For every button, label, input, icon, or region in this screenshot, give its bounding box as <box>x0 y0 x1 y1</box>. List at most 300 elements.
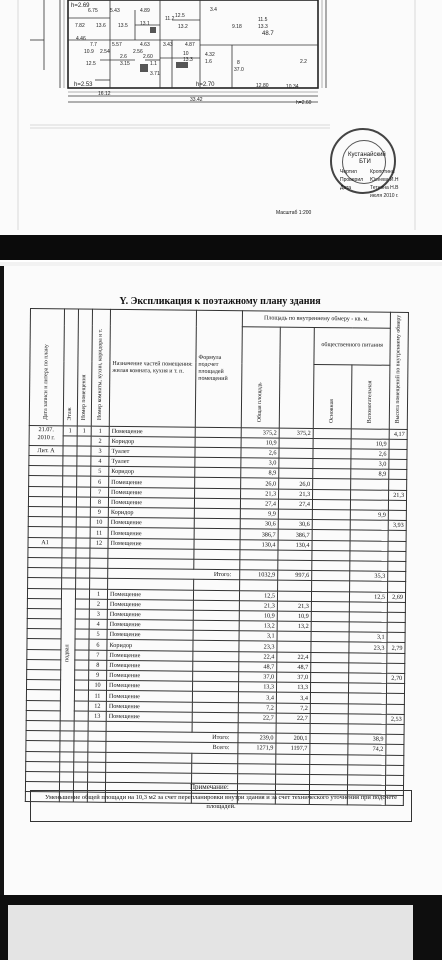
plan-label: 2.60 <box>143 54 153 60</box>
table-cell <box>26 700 60 711</box>
header-room-number: Номер помещения <box>77 309 92 426</box>
table-cell <box>238 763 276 774</box>
basement-label: подвал <box>64 644 71 662</box>
table-cell <box>75 589 89 599</box>
cell-aux-area: 10,9 <box>351 439 389 450</box>
cell-aux-area <box>348 714 386 725</box>
table-cell <box>62 527 76 537</box>
cell-formula <box>193 600 239 611</box>
cell-total-area: 13,3 <box>238 682 276 693</box>
cell-part-number: 7 <box>91 487 109 497</box>
stamp-signature-block <box>370 168 399 200</box>
cell-aux-area <box>349 612 387 623</box>
cell-public <box>312 540 350 551</box>
table-cell <box>60 762 74 772</box>
table-cell <box>276 774 310 785</box>
plan-label: 5.43 <box>110 8 120 14</box>
plan-label: 13.5 <box>118 23 128 29</box>
cell-part-number: 4 <box>89 619 107 629</box>
table-cell <box>74 711 88 721</box>
cell-total-area: 3,1 <box>239 631 277 642</box>
table-cell <box>27 680 61 691</box>
cell-main-area: 30,6 <box>278 519 312 530</box>
cell-part-number: 8 <box>89 660 107 670</box>
table-cell <box>63 487 77 497</box>
cell-part-number: 8 <box>90 497 108 507</box>
table-cell <box>62 568 76 578</box>
table-cell <box>192 763 238 774</box>
cell-main-area: 7,2 <box>276 703 310 714</box>
table-cell <box>75 670 89 680</box>
cell-formula <box>195 427 241 438</box>
header-floor: Этаж <box>63 309 78 426</box>
table-cell <box>28 527 62 538</box>
table-cell <box>194 559 240 570</box>
table-cell <box>28 496 62 507</box>
table-cell <box>238 753 276 764</box>
total-label: Итого: <box>108 568 240 580</box>
cell-part-number: 9 <box>89 670 107 680</box>
table-cell <box>26 720 60 731</box>
header-public-group: общественного питания <box>314 327 390 364</box>
table-cell <box>27 670 61 681</box>
cell-main-area: 21,3 <box>277 601 311 612</box>
cell-public <box>312 530 350 541</box>
cell-main-area: 386,7 <box>278 530 312 541</box>
cell-part-number: 13 <box>88 711 106 721</box>
table-cell <box>310 744 348 755</box>
table-cell <box>62 497 76 507</box>
cell-part-name: Помещение <box>106 691 192 702</box>
plan-label: 37.0 <box>234 67 244 73</box>
cell-height <box>388 531 406 541</box>
table-cell <box>60 751 74 761</box>
plan-label: 12.5 <box>175 13 185 19</box>
cell-part-name: Помещение <box>108 497 194 508</box>
table-cell <box>192 722 238 733</box>
cell-main-area: 37,0 <box>277 672 311 683</box>
plan-label: h=2.60 <box>296 100 312 106</box>
cell-part-number: 3 <box>91 446 109 456</box>
plan-label: 2.2 <box>300 59 307 65</box>
plan-label: 8 <box>237 60 240 66</box>
plan-label: 2.56 <box>133 49 143 55</box>
table-cell <box>348 775 386 786</box>
cell-part-number: 1 <box>91 426 109 436</box>
cell-public <box>313 489 351 500</box>
plan-label: 10.9 <box>84 49 94 55</box>
cell-main-area <box>278 509 312 520</box>
table-cell <box>386 724 404 734</box>
table-cell <box>27 649 61 660</box>
table-cell <box>348 754 386 765</box>
table-cell <box>88 741 106 751</box>
table-cell <box>75 660 89 670</box>
table-cell <box>240 549 278 560</box>
cell-main-area: 22,4 <box>277 652 311 663</box>
total-label: Итого: <box>106 731 238 743</box>
cell-total-area: 13,2 <box>239 621 277 632</box>
plan-label: 3.71 <box>150 71 160 77</box>
stamp-role: Чертил <box>340 169 357 175</box>
cell-part-name: Помещение <box>107 609 193 620</box>
cell-part-name: Помещение <box>107 670 193 681</box>
table-cell <box>27 659 61 670</box>
table-cell <box>77 466 91 476</box>
cell-aux-area: 9,9 <box>350 510 388 521</box>
table-cell <box>90 578 108 588</box>
cell-total-area: 22,7 <box>238 712 276 723</box>
plan-label: 4.89 <box>140 8 150 14</box>
plan-label: 13.3 <box>183 57 193 63</box>
table-cell <box>88 721 106 731</box>
table-cell <box>74 680 88 690</box>
table-cell <box>74 690 88 700</box>
cell-part-name: Помещение <box>107 630 193 641</box>
table-cell <box>29 466 63 477</box>
table-cell <box>348 724 386 735</box>
cell-formula <box>192 702 238 713</box>
cell-aux-area: 3,1 <box>349 632 387 643</box>
table-cell <box>29 476 63 487</box>
table-cell <box>62 537 76 547</box>
table-cell <box>310 774 348 785</box>
total-label: Всего: <box>106 742 238 754</box>
cell-height <box>389 459 407 469</box>
table-cell <box>386 775 404 785</box>
table-cell <box>60 721 74 731</box>
table-cell <box>28 557 62 568</box>
table-cell <box>350 551 388 562</box>
cell-public <box>311 622 349 633</box>
plan-label: h=2.53 <box>74 82 93 88</box>
plan-label: 11.2 <box>165 16 175 22</box>
cell-formula <box>193 641 239 652</box>
cell-part-number: 5 <box>89 629 107 639</box>
cell-public <box>311 642 349 653</box>
cell-aux-area <box>349 602 387 613</box>
total-aux: 35,3 <box>350 571 388 582</box>
cell-part-name: Помещение <box>109 426 195 437</box>
cell-formula <box>192 692 238 703</box>
cell-aux-area: 2,6 <box>351 449 389 460</box>
table-cell <box>312 581 350 592</box>
cell-public <box>311 591 349 602</box>
cell-height: 2,53 <box>386 714 404 724</box>
table-cell <box>62 517 76 527</box>
plan-label: 13.3 <box>258 24 268 30</box>
table-cell <box>76 527 90 537</box>
table-cell <box>75 609 89 619</box>
cell-aux-area <box>351 490 389 501</box>
cell-aux-area <box>348 683 386 694</box>
date-line: 2010 г. <box>37 433 55 441</box>
stamp-role: Проверил <box>340 177 364 183</box>
plan-label: 2.6 <box>120 54 127 60</box>
table-cell <box>88 762 106 772</box>
explication-table <box>25 308 409 806</box>
table-cell <box>26 771 60 782</box>
cell-part-name: Помещение <box>106 681 192 692</box>
cell-part-name: Помещение <box>106 701 192 712</box>
table-cell <box>27 608 61 619</box>
cell-part-number: 12 <box>90 538 108 548</box>
header-aux: Вспомогательная <box>351 364 390 428</box>
cell-total-area: 10,9 <box>241 437 279 448</box>
cell-formula <box>193 631 239 642</box>
cell-main-area <box>277 631 311 642</box>
table-cell <box>28 568 62 579</box>
plan-label: 4.87 <box>185 42 195 48</box>
table-cell <box>26 710 60 721</box>
cell-aux-area: 23,3 <box>349 642 387 653</box>
cell-total-area: 21,3 <box>239 600 277 611</box>
table-cell <box>74 772 88 782</box>
cell-aux-area <box>350 520 388 531</box>
cell-part-number: 6 <box>91 477 109 487</box>
total-main: 200,1 <box>276 733 310 744</box>
table-cell <box>386 755 404 765</box>
cell-public <box>312 520 350 531</box>
cell-height <box>387 633 405 643</box>
cell-part-number: 7 <box>89 650 107 660</box>
plan-label: 48.7 <box>262 31 274 37</box>
cell-date <box>29 425 63 446</box>
cell-public <box>312 499 350 510</box>
plan-label: 4.63 <box>140 42 150 48</box>
cell-public <box>313 438 351 449</box>
cell-total-area: 27,4 <box>240 499 278 510</box>
plan-label: 3.15 <box>120 61 130 67</box>
table-cell <box>75 599 89 609</box>
cell-part-name: Коридор <box>107 640 193 651</box>
cell-public <box>310 683 348 694</box>
table-cell <box>310 764 348 775</box>
table-cell <box>27 598 61 609</box>
table-cell <box>75 639 89 649</box>
cell-height <box>388 500 406 510</box>
cell-formula <box>193 620 239 631</box>
date-line: 21.07. <box>38 425 55 433</box>
table-cell <box>26 761 60 772</box>
cell-height: 2,69 <box>387 592 405 602</box>
scan-gap <box>0 235 442 260</box>
table-cell <box>90 568 108 578</box>
table-cell <box>76 507 90 517</box>
cell-main-area <box>279 448 313 459</box>
cell-formula <box>195 468 241 479</box>
header-total-area: Общая площадь <box>241 327 280 428</box>
cell-aux-area <box>348 693 386 704</box>
table-cell <box>63 466 77 476</box>
table-cell <box>74 701 88 711</box>
plan-label: 2.54 <box>100 49 110 55</box>
cell-main-area <box>279 468 313 479</box>
cell-formula <box>195 478 241 489</box>
cell-public <box>310 693 348 704</box>
table-cell <box>310 723 348 734</box>
cell-aux-area <box>350 500 388 511</box>
table-cell <box>27 588 61 599</box>
cell-public <box>311 662 349 673</box>
table-cell <box>278 580 312 591</box>
cell-public <box>310 703 348 714</box>
cell-part-name: Помещение <box>109 487 195 498</box>
cell-part-name: Помещение <box>109 477 195 488</box>
cell-part-name: Помещение <box>108 528 194 539</box>
table-cell <box>76 568 90 578</box>
table-cell <box>194 580 240 591</box>
scan-left-edge <box>0 266 4 896</box>
table-cell <box>90 548 108 558</box>
plan-label: 10.34 <box>286 84 299 90</box>
table-cell <box>75 650 89 660</box>
table-cell <box>74 762 88 772</box>
cell-aux-area <box>351 479 389 490</box>
cell-height <box>389 449 407 459</box>
cell-formula <box>195 488 241 499</box>
cell-part-name: Помещение <box>107 599 193 610</box>
table-cell <box>76 558 90 568</box>
header-part-name: Назначение частей помещения: жилая комната, кухня и т. п. <box>109 309 196 426</box>
total-aux: 74,2 <box>348 744 386 755</box>
table-cell <box>278 560 312 571</box>
table-cell <box>29 456 63 467</box>
cell-part-name: Коридор <box>108 507 194 518</box>
plan-label: 10 <box>183 51 189 57</box>
total-aux: 38,9 <box>348 734 386 745</box>
plan-label: 11.5 <box>258 17 268 23</box>
note-title: Примечание: <box>190 783 229 791</box>
cell-main-area <box>279 438 313 449</box>
table-cell <box>350 561 388 572</box>
table-cell <box>26 741 60 752</box>
cell-total-area: 37,0 <box>239 672 277 683</box>
cell-height <box>388 541 406 551</box>
table-cell <box>28 578 62 589</box>
plan-label: 4.32 <box>205 52 215 58</box>
cell-main-area: 48,7 <box>277 662 311 673</box>
table-cell <box>63 456 77 466</box>
header-main: Основная <box>313 364 352 428</box>
header-height: Высота помещений по внутреннему обмеру <box>389 312 408 429</box>
table-cell <box>74 741 88 751</box>
cell-public <box>313 479 351 490</box>
cell-part-number: 6 <box>89 640 107 650</box>
plan-label: 12.80 <box>256 83 269 89</box>
cell-aux-area <box>348 703 386 714</box>
table-cell <box>27 639 61 650</box>
cell-total-area: 3,0 <box>241 458 279 469</box>
table-cell <box>386 745 404 755</box>
cell-formula <box>193 671 239 682</box>
plan-label: 7.7 <box>90 42 97 48</box>
cell-aux-area <box>349 673 387 684</box>
plan-label: 12.5 <box>86 61 96 67</box>
plan-label: 13.1 <box>140 21 150 27</box>
cell-aux-area <box>351 428 389 439</box>
cell-formula <box>193 610 239 621</box>
cell-main-area: 10,9 <box>277 611 311 622</box>
cell-formula <box>195 437 241 448</box>
cell-total-area: 21,3 <box>241 488 279 499</box>
table-cell <box>28 517 62 528</box>
cell-part-name: Туалет <box>109 456 195 467</box>
cell-total-area: 386,7 <box>240 529 278 540</box>
table-cell <box>29 486 63 497</box>
cell-room-number: 1 <box>77 426 91 436</box>
cell-a1: А1 <box>28 537 62 548</box>
stamp-role-block <box>340 168 363 192</box>
cell-part-name: Коридор <box>109 436 195 447</box>
cell-main-area: 13,2 <box>277 621 311 632</box>
table-cell <box>88 772 106 782</box>
table-cell <box>88 731 106 741</box>
cell-aux-area: 12,5 <box>349 591 387 602</box>
stamp-center-text: Кустанайский БТИ <box>348 152 386 165</box>
table-cell <box>192 753 238 764</box>
cell-part-number: 2 <box>89 599 107 609</box>
cell-total-area: 22,4 <box>239 651 277 662</box>
cell-aux-area: 3,0 <box>351 459 389 470</box>
cell-part-name: Туалет <box>109 446 195 457</box>
table-cell <box>90 558 108 568</box>
cell-part-name: Коридор <box>109 467 195 478</box>
plan-label: 3.43 <box>163 42 173 48</box>
plan-label: 7.82 <box>75 23 85 29</box>
table-cell <box>28 547 62 558</box>
cell-main-area: 21,3 <box>279 489 313 500</box>
cell-aux-area <box>350 540 388 551</box>
cell-height <box>387 653 405 663</box>
cell-height: 3,93 <box>388 520 406 530</box>
table-cell <box>60 772 74 782</box>
cell-height <box>389 439 407 449</box>
cell-total-area: 30,6 <box>240 519 278 530</box>
cell-public <box>310 713 348 724</box>
table-cell <box>386 765 404 775</box>
header-area-group: Площадь по внутреннему обмеру - кв. м. <box>242 311 390 329</box>
cell-public <box>311 632 349 643</box>
table-cell <box>276 723 310 734</box>
cell-total-area: 10,9 <box>239 611 277 622</box>
stamp-line: Кропотина <box>370 169 395 175</box>
table-cell <box>74 752 88 762</box>
cell-main-area <box>279 458 313 469</box>
table-cell <box>388 571 406 581</box>
table-cell <box>74 731 88 741</box>
cell-total-area: 8,9 <box>241 468 279 479</box>
cell-height: 2,70 <box>387 673 405 683</box>
table-cell <box>88 752 106 762</box>
cell-formula <box>193 590 239 601</box>
cell-height <box>387 602 405 612</box>
total-area: 1271,9 <box>238 743 276 754</box>
cell-part-number: 11 <box>88 691 106 701</box>
cell-height <box>386 704 404 714</box>
table-cell <box>60 731 74 741</box>
cell-formula <box>194 498 240 509</box>
cell-total-area: 375,2 <box>241 427 279 438</box>
table-cell <box>240 580 278 591</box>
plan-label: 5.57 <box>112 42 122 48</box>
table-cell <box>76 548 90 558</box>
table-cell <box>312 550 350 561</box>
plan-label: h=2.69 <box>71 3 90 9</box>
table-cell <box>238 774 276 785</box>
table-cell <box>77 487 91 497</box>
cell-height: 21,3 <box>389 490 407 500</box>
